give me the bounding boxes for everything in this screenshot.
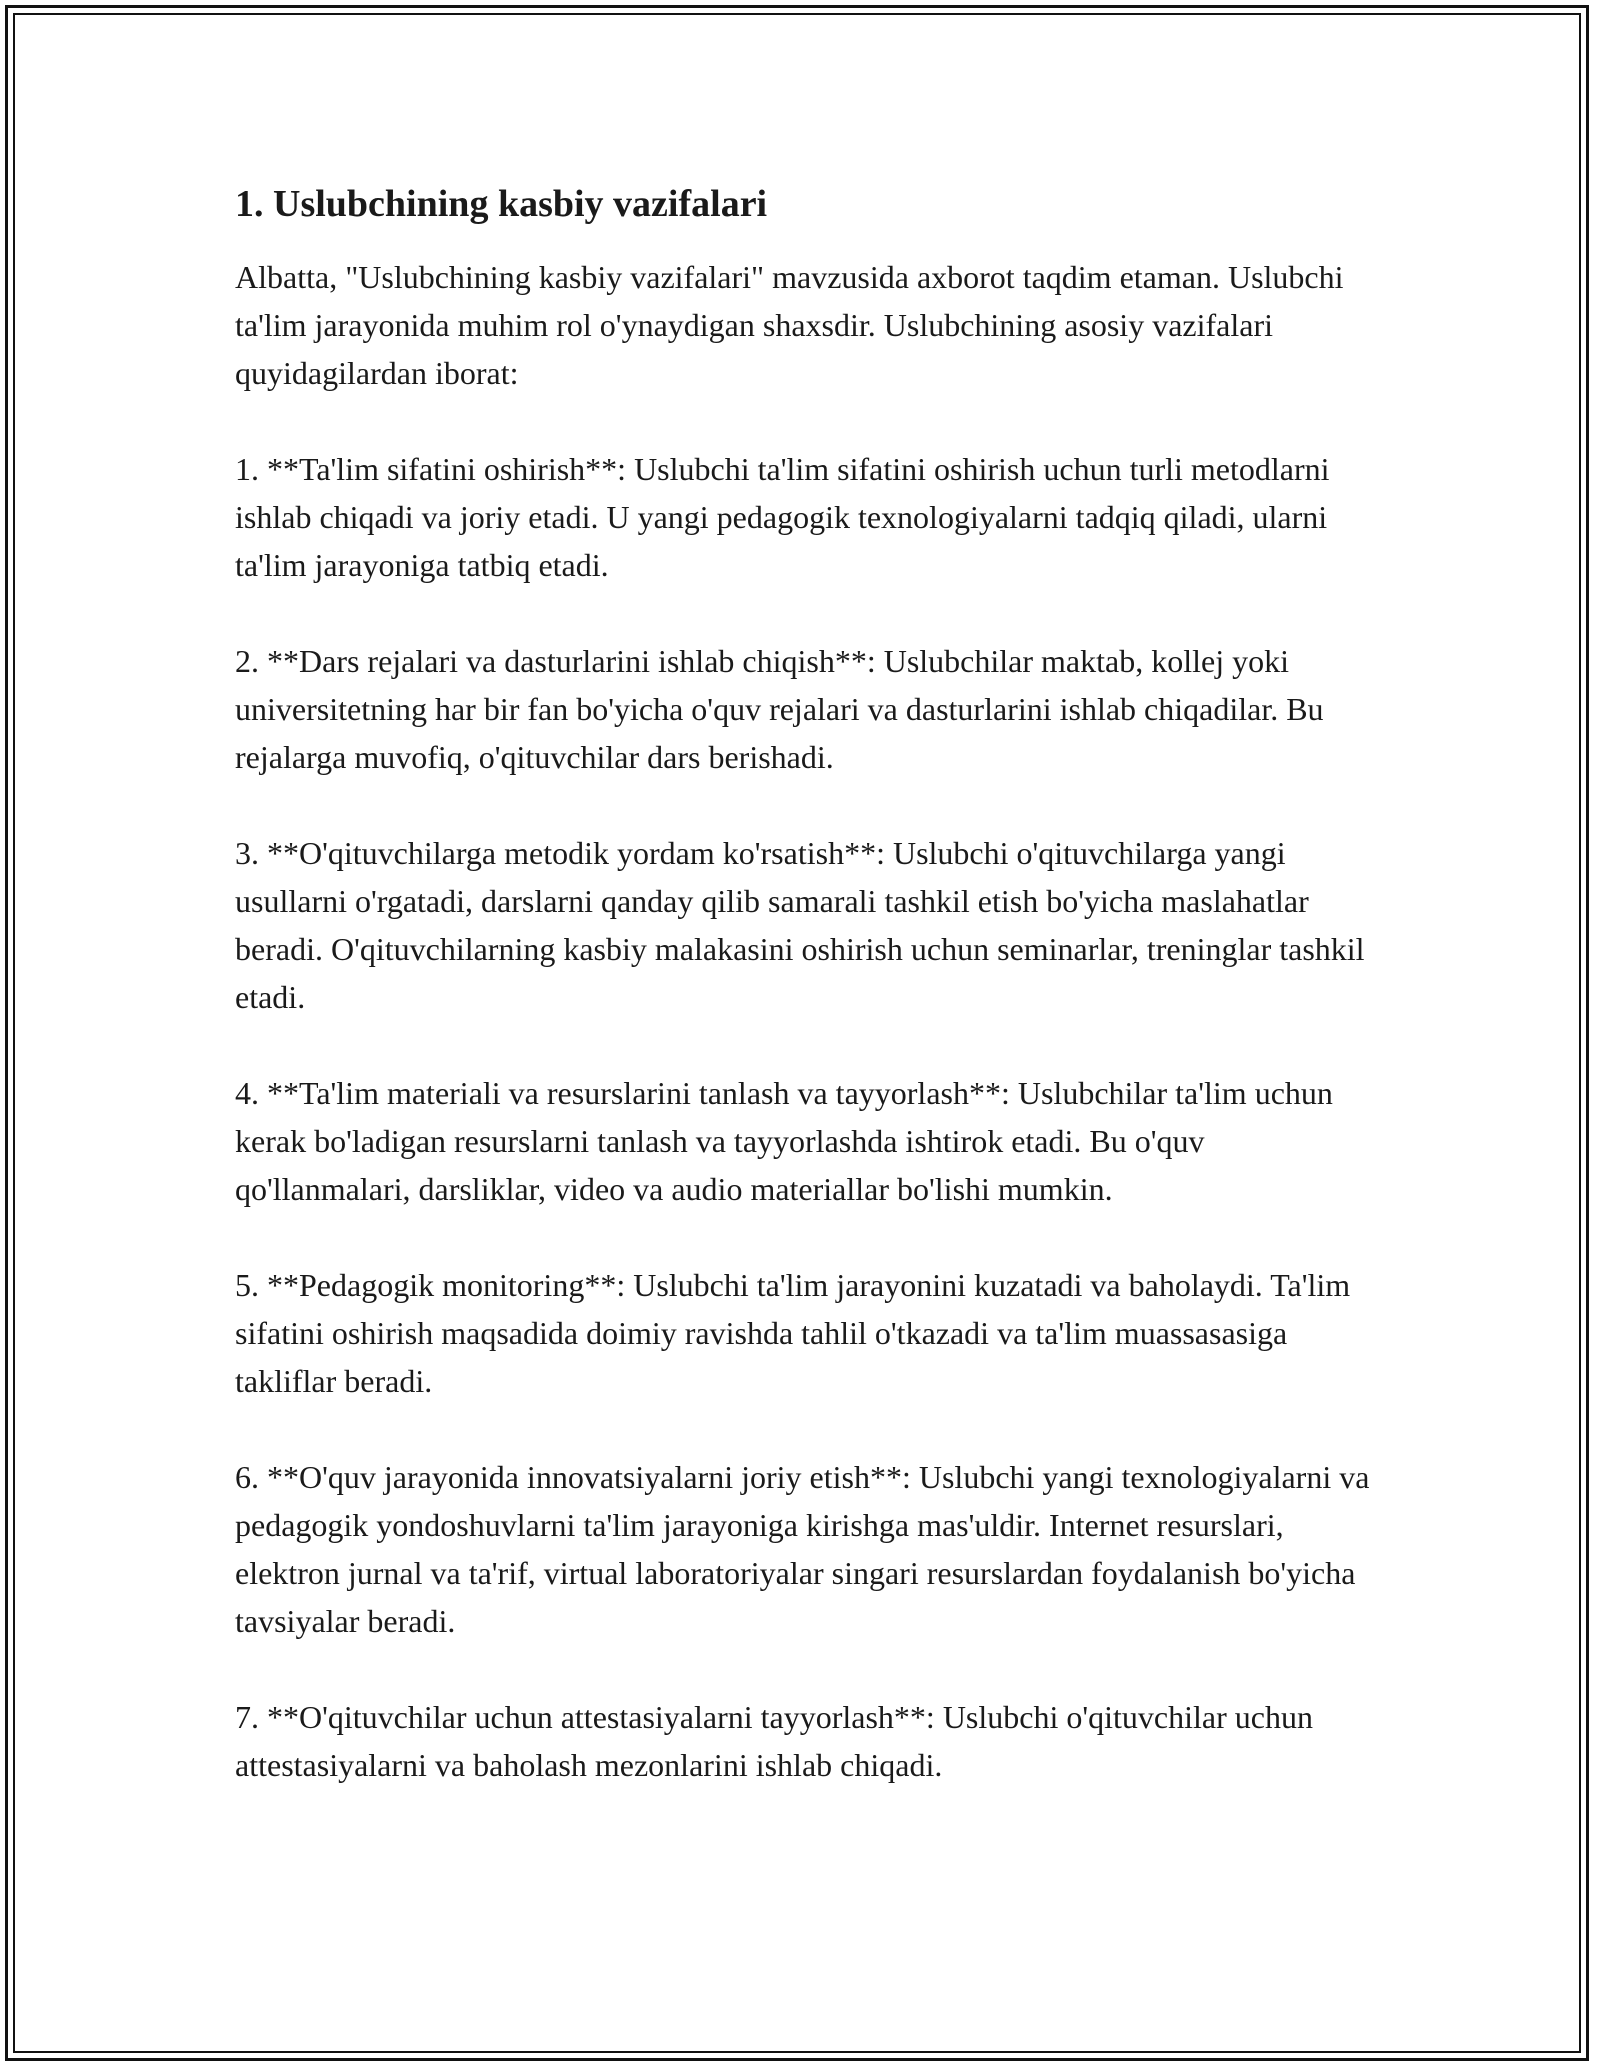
document-body	[235, 180, 1385, 1837]
list-item-3: 3. **O'qituvchilarga metodik yordam ko'rsatish**: Uslubchi o'qituvchilarga yangi usullarni o'rgatadi, darslarni qanday qilib samarali tashkil etish bo'yicha maslahatlar beradi. O'qituvchilarning kasbiy malakasini oshirish uchun seminarlar, treninglar tashkil etadi.	[235, 835, 1365, 1016]
list-item-7: 7. **O'qituvchilar uchun attestasiyalarni tayyorlash**: Uslubchi o'qituvchilar uchun attestasiyalarni va baholash mezonlarini ishlab chiqadi.	[235, 1699, 1313, 1784]
intro-paragraph: Albatta, "Uslubchining kasbiy vazifalari" mavzusida axborot taqdim etaman. Uslubchi ta'lim jarayonida muhim rol o'ynaydigan shaxsdir. Uslubchining asosiy vazifalari quyidagilardan iborat:	[235, 259, 1344, 392]
document-title: 1. Uslubchining kasbiy vazifalari	[235, 183, 768, 225]
list-item-5: 5. **Pedagogik monitoring**: Uslubchi ta'lim jarayonini kuzatadi va baholaydi. Ta'lim sifatini oshirish maqsadida doimiy ravishda tahlil o'tkazadi va ta'lim muassasasiga takliflar beradi.	[235, 1267, 1351, 1400]
list-item-1: 1. **Ta'lim sifatini oshirish**: Uslubchi ta'lim sifatini oshirish uchun turli metodlarni ishlab chiqadi va joriy etadi. U yangi pedagogik texnologiyalarni tadqiq qiladi, ularni ta'lim jarayoniga tatbiq etadi.	[235, 451, 1330, 584]
list-item-4: 4. **Ta'lim materiali va resurslarini tanlash va tayyorlash**: Uslubchilar ta'lim uchun kerak bo'ladigan resurslarni tanlash va tayyorlashda ishtirok etadi. Bu o'quv qo'llanmalari, darsliklar, video va audio materiallar bo'lishi mumkin.	[235, 1075, 1333, 1208]
list-item-6: 6. **O'quv jarayonida innovatsiyalarni joriy etish**: Uslubchi yangi texnologiyalarni va pedagogik yondoshuvlarni ta'lim jarayoniga kirishga mas'uldir. Internet resurslari, elektron jurnal va ta'rif, virtual laboratoriyalar singari resurslardan foydalanish bo'yicha tavsiyalar beradi.	[235, 1459, 1370, 1640]
list-item-2: 2. **Dars rejalari va dasturlarini ishlab chiqish**: Uslubchilar maktab, kollej yoki universitetning har bir fan bo'yicha o'quv rejalari va dasturlarini ishlab chiqadilar. Bu rejalarga muvofiq, o'qituvchilar dars berishadi.	[235, 643, 1324, 776]
